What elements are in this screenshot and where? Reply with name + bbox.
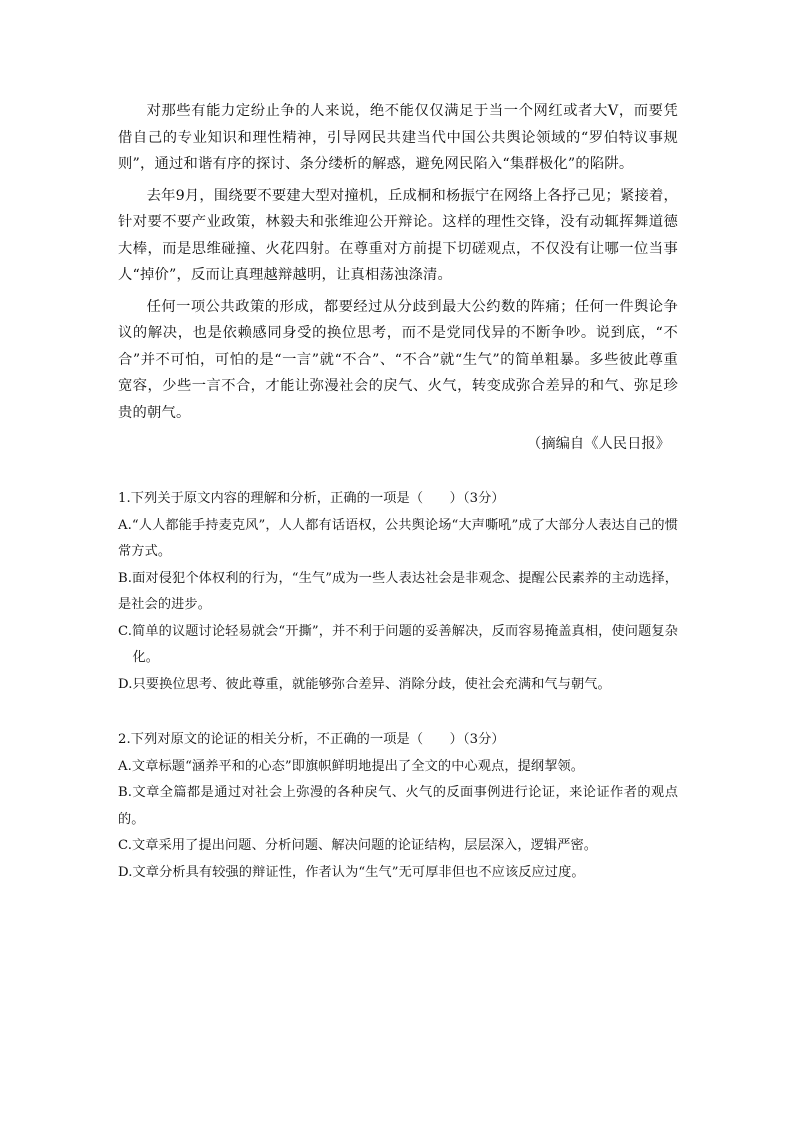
option-c: C.简单的议题讨论轻易就会“开撕”，并不利于问题的妥善解决，反而容易掩盖真相，使问题复杂化。 — [118, 623, 678, 665]
passage-paragraph: 去年9月，围绕要不要建大型对撞机，丘成桐和杨振宁在网络上各抒己见；紧接着，针对要不要产业政策，林毅夫和张维迎公开辩论。这样的理性交锋，没有动辄挥舞道德大棒，而是思维碰撞、火花四射。在尊重对方前提下切磋观点，不仅没有让哪一位当事人“掉价”，反而让真理越辩越明，让真相荡浊涤清。 — [118, 187, 678, 283]
passage-source: （摘编自《人民日报》 — [527, 436, 670, 452]
question-stem: 1.下列关于原文内容的理解和分析，正确的一项是（ ）（3分） — [118, 491, 505, 506]
passage — [118, 98, 678, 457]
option-a: A.“人人都能手持麦克风”，人人都有话语权，公共舆论场“大声嘶吼”成了大部分人表达自己的惯常方式。 — [118, 517, 678, 559]
question-2 — [118, 727, 678, 886]
option-d: D.只要换位思考、彼此尊重，就能够弥合差异、消除分歧，使社会充满和气与朝气。 — [118, 676, 611, 692]
passage-paragraph: 对那些有能力定纷止争的人来说，绝不能仅仅满足于当一个网红或者大V，而要凭借自己的专业知识和理性精神，引导网民共建当代中国公共舆论领域的“罗伯特议事规则”，通过和谐有序的探讨、条分缕析的解惑，避免网民陷入“集群极化”的陷阱。 — [118, 103, 678, 172]
option-d: D.文章分析具有较强的辩证性，作者认为“生气”无可厚非但也不应该反应过度。 — [118, 864, 585, 880]
question-stem: 2.下列对原文的论证的相关分析，不正确的一项是（ ）（3分） — [118, 732, 505, 747]
document-page — [118, 98, 678, 886]
option-b: B.文章全篇都是通过对社会上弥漫的各种戾气、火气的反面事例进行论证，来论证作者的观点的。 — [118, 785, 678, 827]
option-c: C.文章采用了提出问题、分析问题、解决问题的论证结构，层层深入，逻辑严密。 — [118, 838, 598, 853]
passage-paragraph: 任何一项公共政策的形成，都要经过从分歧到最大公约数的阵痛；任何一件舆论争议的解决，也是依赖感同身受的换位思考，而不是党同伐异的不断争吵。说到底，“不合”并不可怕，可怕的是“一言”就“不合”、“不合”就“生气”的简单粗暴。多些彼此尊重宽容，少些一言不合，才能让弥漫社会的戾气、火气，转变成弥合差异的和气、弥足珍贵的朝气。 — [118, 298, 678, 421]
question-1 — [118, 486, 678, 698]
option-a: A.文章标题“涵养平和的心态”即旗帜鲜明地提出了全文的中心观点，提纲挈领。 — [118, 758, 585, 774]
option-b: B.面对侵犯个体权利的行为，“生气”成为一些人表达社会是非观念、提醒公民素养的主动选择，是社会的进步。 — [118, 570, 678, 612]
